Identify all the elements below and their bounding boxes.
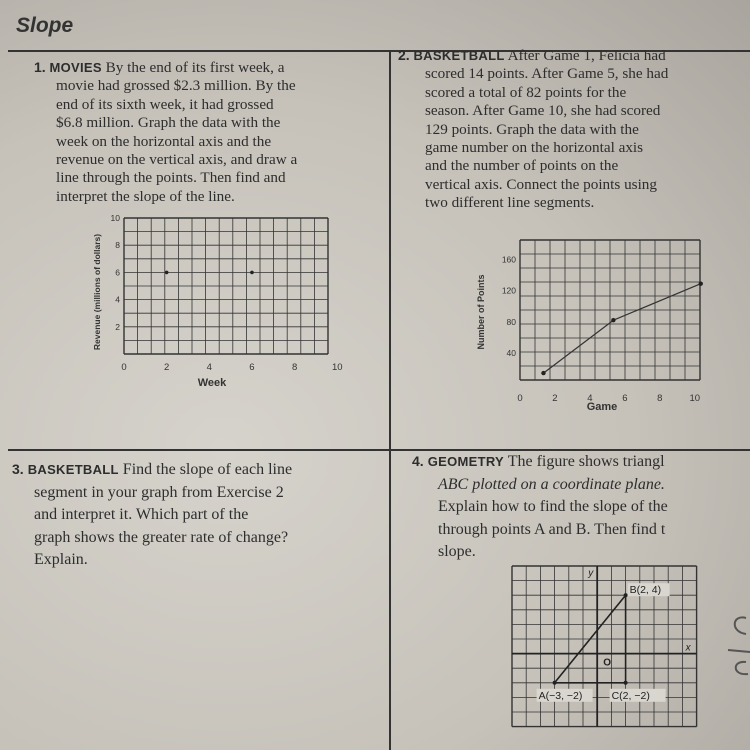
problem-line: scored a total of 82 points for the xyxy=(425,83,627,101)
problem-line: revenue on the vertical axis, and draw a xyxy=(56,151,298,169)
problem-line: scored 14 points. After Game 5, she had xyxy=(425,65,669,83)
center-divider xyxy=(389,50,391,750)
data-point xyxy=(541,371,545,375)
origin-label: O xyxy=(603,657,612,669)
x-tick-label: 0 xyxy=(121,362,127,373)
problem-line: line through the points. Then find and xyxy=(56,169,286,187)
problem-line: 129 points. Graph the data with the xyxy=(425,120,639,138)
y-axis-label: Revenue (millions of dollars) xyxy=(92,233,102,351)
problem-line: season. After Game 10, she had scored xyxy=(425,102,661,120)
problem-line: interpret the slope of the line. xyxy=(56,187,235,205)
problem-line: and interpret it. Which part of the xyxy=(34,506,249,523)
x-axis-label: Week xyxy=(197,377,227,389)
line-segment xyxy=(613,284,700,321)
problem-1 xyxy=(34,58,384,206)
x-axis-label: x xyxy=(685,642,691,654)
x-tick-label: 2 xyxy=(552,393,558,404)
problem-2 xyxy=(398,46,750,213)
y-tick-label: 40 xyxy=(506,347,516,358)
problem-line: slope. xyxy=(438,543,476,560)
problem-line: two different line segments. xyxy=(425,194,595,212)
handwritten-mark xyxy=(724,610,750,680)
y-tick-label: 4 xyxy=(115,294,120,305)
problem-line: By the end of its first week, a xyxy=(105,59,285,76)
problem-line: week on the horizontal axis and the xyxy=(56,132,272,150)
y-tick-label: 8 xyxy=(115,240,120,251)
problem-number: 2. xyxy=(398,47,410,63)
problem-keyword: BASKETBALL xyxy=(413,48,505,63)
problem-keyword: MOVIES xyxy=(49,60,102,75)
problem-line: and the number of points on the xyxy=(425,157,619,175)
problem-line: Explain. xyxy=(34,551,88,568)
section-title: Slope xyxy=(16,14,74,37)
x-tick-label: 6 xyxy=(622,393,628,404)
problem-line: $6.8 million. Graph the data with the xyxy=(56,114,281,132)
data-point xyxy=(611,318,615,322)
y-tick-label: 120 xyxy=(501,285,516,296)
vertex-label: B(2, 4) xyxy=(629,584,662,597)
problem-number: 1. xyxy=(34,59,46,75)
problem-line: game number on the horizontal axis xyxy=(425,139,644,157)
problem-line: movie had grossed $2.3 million. By the xyxy=(56,77,296,95)
x-tick-label: 6 xyxy=(249,362,255,373)
problem-line: The figure shows triangl xyxy=(507,453,665,470)
x-tick-label: 2 xyxy=(164,362,170,373)
y-tick-label: 2 xyxy=(115,321,120,332)
vertex-label: A(−3, −2) xyxy=(538,689,583,702)
geometry-graph xyxy=(504,560,716,740)
problem-line: vertical axis. Connect the points using xyxy=(425,175,657,193)
data-point xyxy=(165,271,169,275)
x-axis-label: Game xyxy=(586,401,618,413)
problem-number: 4. xyxy=(412,453,424,469)
line-segment xyxy=(543,320,613,373)
movies-grid xyxy=(124,218,328,354)
movies-graph xyxy=(86,206,343,392)
problem-line: After Game 1, Felicia had xyxy=(507,47,666,64)
y-tick-label: 10 xyxy=(110,213,120,223)
x-tick-label: 8 xyxy=(657,393,663,404)
vertex-point xyxy=(624,681,628,685)
data-point xyxy=(699,281,703,285)
data-point xyxy=(250,271,254,275)
x-tick-label: 4 xyxy=(587,393,593,404)
problem-line: Find the slope of each line xyxy=(122,461,293,478)
x-tick-label: 4 xyxy=(206,362,212,373)
y-axis-label: y xyxy=(588,568,594,579)
problem-line: through points A and B. Then find t xyxy=(438,520,666,538)
y-tick-label: 160 xyxy=(501,254,516,265)
problem-3 xyxy=(12,458,386,572)
x-tick-label: 0 xyxy=(517,393,523,404)
vertex-point xyxy=(624,593,628,597)
x-tick-label: 8 xyxy=(291,362,298,373)
y-axis-label: Number of Points xyxy=(476,274,486,350)
problem-4 xyxy=(412,450,750,564)
problem-line: segment in your graph from Exercise 2 xyxy=(34,483,284,501)
basketball-graph xyxy=(470,230,700,416)
x-tick-label: 10 xyxy=(689,393,701,404)
basketball-grid xyxy=(520,240,700,380)
x-tick-label: 10 xyxy=(331,362,343,373)
problem-keyword: GEOMETRY xyxy=(427,454,504,469)
problem-line: Explain how to find the slope of the xyxy=(438,498,668,515)
problem-line: graph shows the greater rate of change? xyxy=(34,528,289,546)
problem-number: 3. xyxy=(12,461,24,477)
vertex-point xyxy=(553,681,557,685)
problem-line: ABC plotted on a coordinate plane. xyxy=(438,475,665,493)
problem-keyword: BASKETBALL xyxy=(27,462,119,477)
y-tick-label: 6 xyxy=(115,267,120,278)
vertex-label: C(2, −2) xyxy=(611,689,650,702)
problem-line: end of its sixth week, it had grossed xyxy=(56,95,274,113)
y-tick-label: 80 xyxy=(506,316,516,327)
